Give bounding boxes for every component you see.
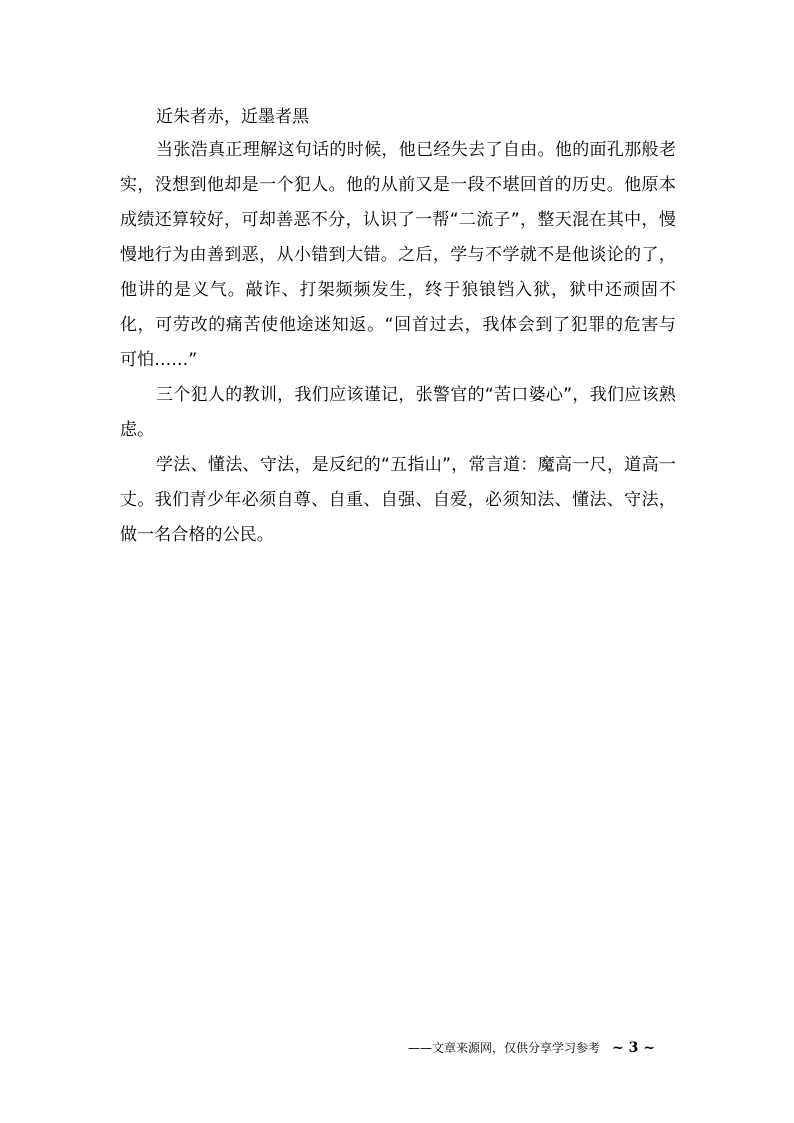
page-footer	[408, 1036, 655, 1060]
paragraph-2: 三个犯人的教训，我们应该谨记，张警官的“苦口婆心”，我们应该熟虑。	[120, 385, 676, 440]
paragraph-1: 当张浩真正理解这句话的时候，他已经失去了自由。他的面孔那般老实，没想到他却是一个犯人。他的从前又是一段不堪回首的历史。他原本成绩还算较好，可却善恶不分，认识了一帮“二流子”，整天混在其中，慢慢地行为由善到恶，从小错到大错。之后，学与不学就不是他谈论的了，他讲的是义气。敲诈、打架频频发生，终于狼锒铛入狱，狱中还顽固不化，可劳改的痛苦使他途迷知返。“回首过去，我体会到了犯罪的危害与可怕……”	[120, 140, 676, 370]
document-title: 近朱者赤，近墨者黑	[156, 107, 309, 127]
footer-source-note: ——文章来源网，仅供分享学习参考	[408, 1041, 601, 1055]
document-body	[120, 101, 676, 553]
paragraph-3: 学法、懂法、守法，是反纪的“五指山”，常言道：魔高一尺，道高一丈。我们青少年必须自尊、自重、自强、自爱，必须知法、懂法、守法，做一名合格的公民。	[120, 455, 676, 545]
page-number: ~ 3 ~	[612, 1040, 655, 1056]
